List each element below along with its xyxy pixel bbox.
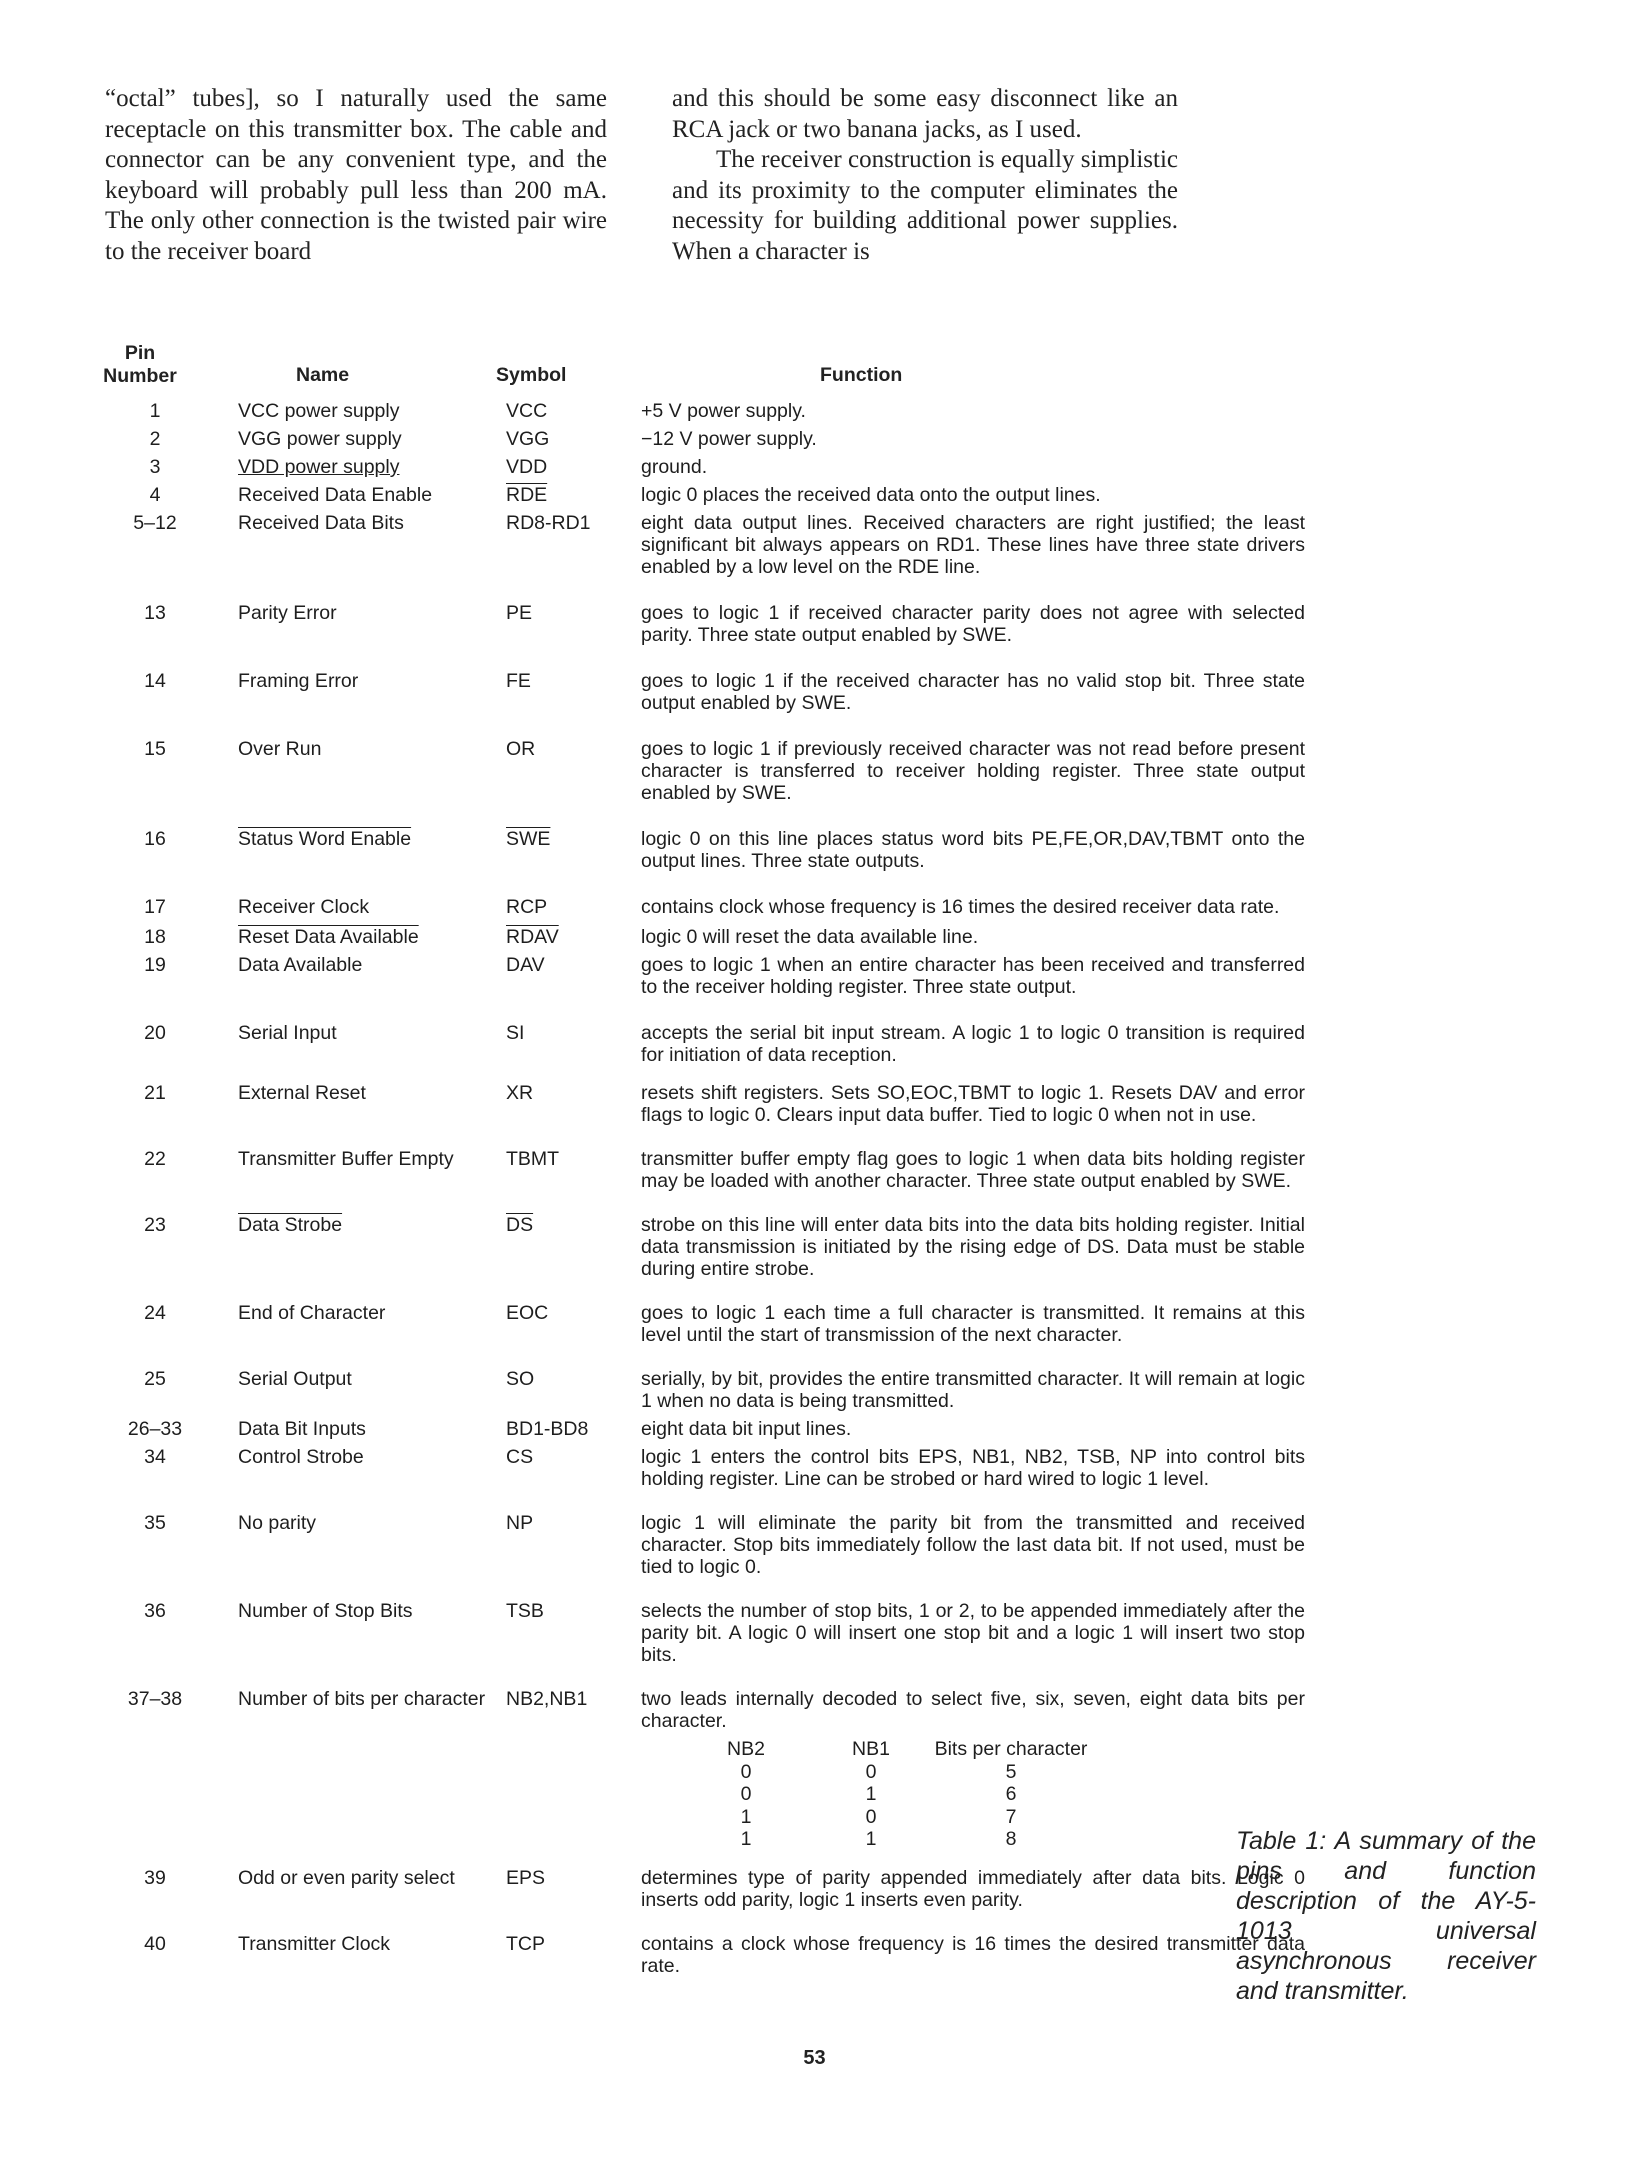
nb-cell: 6 [1005,1783,1017,1805]
pin-name: Received Data Bits [238,512,404,534]
pin-function: selects the number of stop bits, 1 or 2, to be appended immediately after the parity bit. A logic 0 will insert one stop bit and a logic 1 will insert two stop bits. [641,1600,1305,1666]
nb-header: Bits per character [934,1738,1088,1760]
pin-name: Status Word Enable [238,828,412,850]
pin-name: Transmitter Buffer Empty [238,1148,454,1170]
pin-symbol: CS [506,1446,534,1468]
pin-name: Data Available [238,954,363,976]
pin-number: 20 [144,1022,166,1044]
pin-name: Reset Data Available [238,926,419,948]
pin-number: 23 [144,1214,166,1236]
nb-cell: 0 [740,1760,752,1783]
pin-symbol: $\overline{DS}$ [506,1214,534,1236]
pin-name: Odd or even parity select [238,1866,455,1889]
pin-symbol: RD8-RD1 [506,512,591,534]
table-row [96,714,1305,804]
pin-number: 21 [144,1082,166,1104]
pin-name: Transmitter Clock [238,1932,391,1955]
pin-name: Receiver Clock [238,896,370,918]
nb-cell: 0 [865,1805,877,1828]
nb-header: NB1 [852,1738,890,1760]
pin-symbol: OR [506,738,536,760]
pin-name: Received Data Enable [238,484,433,506]
pin-symbol: VGG [506,428,550,450]
pin-number: 13 [144,602,166,624]
table-row [96,1490,1305,1578]
pin-symbol: VDD [506,456,548,478]
pin-name: Control Strobe [238,1446,364,1468]
table-row [96,918,1305,948]
table-row [96,1440,1305,1490]
table-row [96,804,1305,872]
pin-function: transmitter buffer empty flag goes to logic 1 when data bits holding register may be loaded with another character. Three state output enabled by SWE. [641,1148,1305,1192]
nb-cell: 7 [1005,1805,1017,1828]
pin-number: 14 [144,670,166,692]
pin-function: logic 0 places the received data onto the output lines. [641,484,1101,506]
pin-number: 24 [144,1302,166,1324]
table-row [96,1192,1305,1280]
pin-function: contains clock whose frequency is 16 times the desired receiver data rate. [641,896,1280,918]
pin-symbol: $\overline{RDE}$ [506,484,548,506]
pin-function: determines type of parity appended immediately after data bits. Logic 0 inserts odd parity, logic 1 inserts even parity. [641,1866,1305,1911]
nb-cell: 1 [740,1805,752,1828]
table-row [96,1126,1305,1192]
nb-cell: 8 [1005,1828,1017,1850]
pin-function: logic 1 will eliminate the parity bit from the transmitted and received character. Stop bits immediately follow the last data bit. If not used, must be tied to logic 0. [641,1512,1305,1578]
pin-number: 2 [149,428,161,450]
pin-symbol: RCP [506,896,548,918]
table-row [96,1412,1305,1440]
pin-symbol: VCC [506,400,548,422]
pin-symbol: EOC [506,1302,549,1324]
pin-function: ground. [641,456,708,478]
pin-number: 15 [144,738,166,760]
intro-right-text-1: and this should be some easy disconnect like an RCA jack or two banana jacks, as I used. [672,85,1178,143]
header-function: Function [820,364,903,386]
pin-name: VCC power supply [238,400,400,422]
table-row [96,1666,1305,1851]
pin-function: strobe on this line will enter data bits into the data bits holding register. Initial data transmission is initiated by the rising edge of DS. Data must be stable during entire strobe. [641,1214,1305,1280]
nb-cell: 1 [865,1828,877,1850]
page-number: 53 [803,2047,826,2069]
table-row [96,1346,1305,1412]
table-row [96,1280,1305,1346]
nb-cell: 1 [865,1783,877,1805]
pin-number: 35 [144,1512,166,1534]
pin-number: 17 [144,896,166,918]
table-row [96,506,1305,578]
pin-symbol: EPS [506,1866,546,1889]
pin-symbol: TCP [506,1932,545,1955]
pin-table [96,400,1305,1977]
pin-name: Data Bit Inputs [238,1418,366,1440]
pin-name: Over Run [238,738,322,760]
pin-function: eight data output lines. Received characters are right justified; the least significant bit always appears on RD1. These lines have three state drivers enabled by a low level on the RDE line. [641,512,1305,578]
pin-name: VGG power supply [238,428,402,450]
header-pin-number: Pin Number [103,342,177,387]
pin-number: 4 [149,484,161,506]
pin-function: logic 1 enters the control bits EPS, NB1, NB2, TSB, NP into control bits holding register. Line can be strobed or hard wired to logic 1 level. [641,1446,1305,1490]
pin-function: −12 V power supply. [641,428,817,450]
table-row [96,998,1305,1066]
pin-number: 5–12 [133,512,177,534]
pin-number: 22 [144,1148,166,1170]
pin-name: End of Character [238,1302,386,1324]
bits-per-character-table [641,1738,1305,1851]
pin-number: 36 [144,1600,166,1622]
pin-name: Data Strobe [238,1214,343,1236]
table-row [96,422,1305,450]
header-name: Name [296,364,350,386]
pin-function: goes to logic 1 if received character parity does not agree with selected parity. Three state output enabled by SWE. [641,602,1305,646]
pin-name: Serial Input [238,1022,337,1044]
intro-right-column [672,84,1178,267]
pin-symbol: NP [506,1512,534,1534]
pin-symbol: NB2,NB1 [506,1688,588,1710]
header-symbol: Symbol [496,364,567,386]
pin-symbol: BD1-BD8 [506,1418,589,1440]
pin-number: 25 [144,1368,166,1390]
table-row [96,1066,1305,1126]
pin-function: +5 V power supply. [641,400,806,422]
intro-left-text: “octal” tubes], so I naturally used the same receptacle on this transmitter box. The cable and connector can be any convenient type, and the keyboard will probably pull less than 200 mA. The only other connection is the twisted pair wire to the receiver board [105,85,607,265]
pin-number: 3 [149,456,161,478]
pin-function: serially, by bit, provides the entire transmitted character. It will remain at logic 1 when no data is being transmitted. [641,1368,1305,1412]
pin-name: VDD power supply [238,456,400,478]
pin-name: Parity Error [238,602,337,624]
table-row [96,478,1305,506]
pin-symbol: XR [506,1082,534,1104]
pin-number: 39 [144,1866,166,1889]
intro-right-text-2: The receiver construction is equally simplistic and its proximity to the computer eliminates the necessity for building additional power supplies. When a character is [672,146,1178,265]
pin-symbol: SO [506,1368,535,1390]
pin-name: External Reset [238,1082,366,1104]
pin-function: two leads internally decoded to select five, six, seven, eight data bits per character. [641,1688,1305,1732]
table-row [96,450,1305,478]
pin-function: resets shift registers. Sets SO,EOC,TBMT to logic 1. Resets DAV and error flags to logic 0. Clears input data buffer. Tied to logic 0 when not in use. [641,1082,1305,1126]
pin-number: 16 [144,828,166,850]
pin-symbol: RDAV [506,926,559,948]
nb-cell: 5 [1005,1760,1017,1783]
table-row [96,646,1305,714]
pin-symbol: FE [506,670,531,692]
pin-symbol: TSB [506,1600,544,1622]
pin-function: goes to logic 1 if previously received character was not read before present character is transferred to receiver holding register. Three state output enabled by SWE. [641,738,1305,804]
pin-function: eight data bit input lines. [641,1418,852,1440]
nb-cell: 0 [740,1783,752,1805]
pin-function: goes to logic 1 if the received character has no valid stop bit. Three state output enabled by SWE. [641,670,1305,714]
pin-name: Serial Output [238,1368,352,1390]
pin-number: 37–38 [127,1688,183,1710]
pin-name: Number of Stop Bits [238,1600,413,1622]
pin-function: logic 0 on this line places status word bits PE,FE,OR,DAV,TBMT onto the output lines. Three state outputs. [641,828,1305,872]
pin-number: 34 [144,1446,166,1468]
pin-name: Number of bits per character [238,1688,486,1710]
pin-symbol: SI [506,1022,525,1044]
pin-name: Framing Error [238,670,359,692]
pin-number: 19 [144,954,166,976]
table-row [96,1851,1305,1911]
pin-number: 40 [144,1932,166,1955]
pin-number: 18 [144,926,166,948]
table-row [96,578,1305,646]
table-row [96,948,1305,998]
pin-name: No parity [238,1512,317,1534]
table-caption: Table 1: A summary of the pins and function description of the AY-5-1013 universal asynchronous receiver and transmitter. [1236,1827,1536,2005]
table-row [96,1911,1305,1977]
pin-function: logic 0 will reset the data available line. [641,926,979,948]
pin-function: goes to logic 1 when an entire character has been received and transferred to the receiver holding register. Three state output. [641,954,1305,998]
pin-number: 26–33 [127,1418,183,1440]
table-row [96,1578,1305,1666]
pin-symbol: PE [506,602,533,624]
nb-cell: 1 [740,1828,752,1850]
pin-function: contains a clock whose frequency is 16 times the desired transmitter data rate. [641,1932,1305,1977]
pin-number: 1 [149,400,161,422]
table-row [96,400,1305,422]
nb-header: NB2 [727,1738,765,1760]
pin-symbol: DAV [506,954,545,976]
intro-left-column [105,84,607,267]
nb-cell: 0 [865,1760,877,1783]
pin-function: goes to logic 1 each time a full character is transmitted. It remains at this level until the start of transmission of the next character. [641,1302,1305,1346]
pin-symbol: TBMT [506,1148,560,1170]
pin-symbol: $\overline{SWE}$ [506,828,551,850]
pin-function: accepts the serial bit input stream. A logic 1 to logic 0 transition is required for initiation of data reception. [641,1022,1305,1066]
table-row [96,872,1305,918]
